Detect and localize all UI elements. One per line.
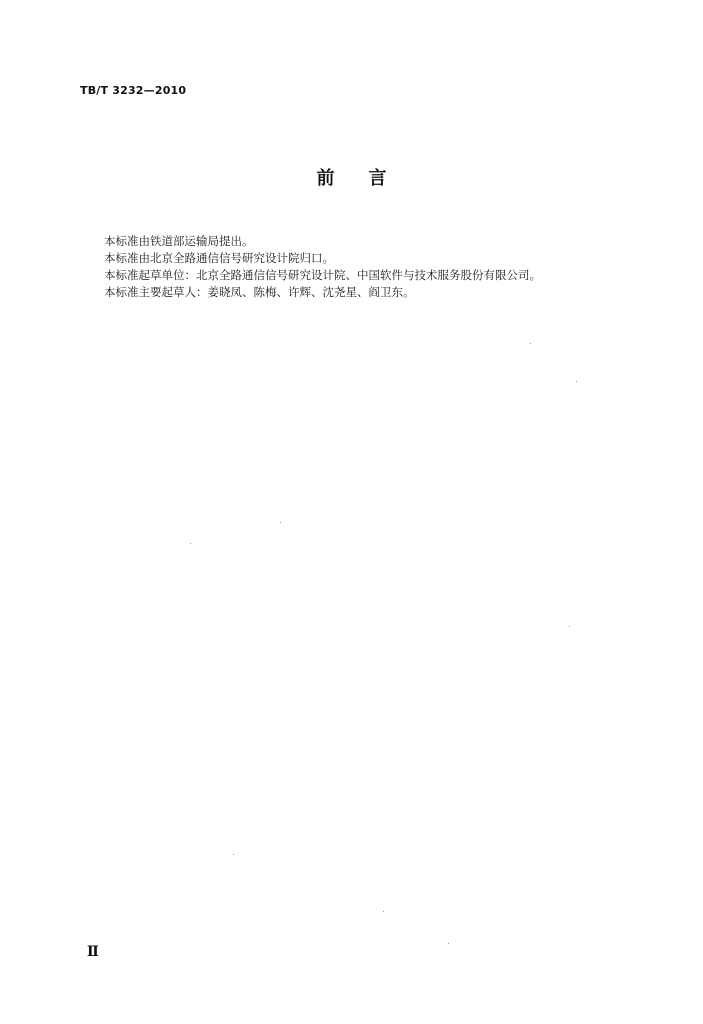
scan-speck	[576, 381, 577, 382]
scan-speck	[233, 854, 234, 855]
paragraph-drafting-units: 本标准起草单位：北京全路通信信号研究设计院、中国软件与技术服务股份有限公司。	[104, 268, 541, 282]
scan-speck	[280, 522, 281, 523]
paragraph-proposer: 本标准由铁道部运输局提出。	[104, 234, 254, 248]
title-char-1: 前	[316, 168, 335, 189]
foreword-body	[104, 233, 624, 301]
page-title	[0, 164, 703, 190]
scan-speck	[448, 943, 449, 944]
title-char-2: 言	[368, 168, 387, 189]
paragraph-main-drafters: 本标准主要起草人：姜晓凤、陈梅、许辉、沈尧星、阎卫东。	[104, 285, 415, 299]
scan-speck	[383, 911, 384, 912]
standard-code-header: TB/T 3232—2010	[80, 84, 187, 97]
paragraph-centralized-unit: 本标准由北京全路通信信号研究设计院归口。	[104, 251, 334, 265]
scan-speck	[569, 626, 570, 627]
page-number: Ⅱ	[87, 944, 99, 960]
scan-speck	[190, 543, 191, 544]
scan-speck	[530, 343, 531, 344]
